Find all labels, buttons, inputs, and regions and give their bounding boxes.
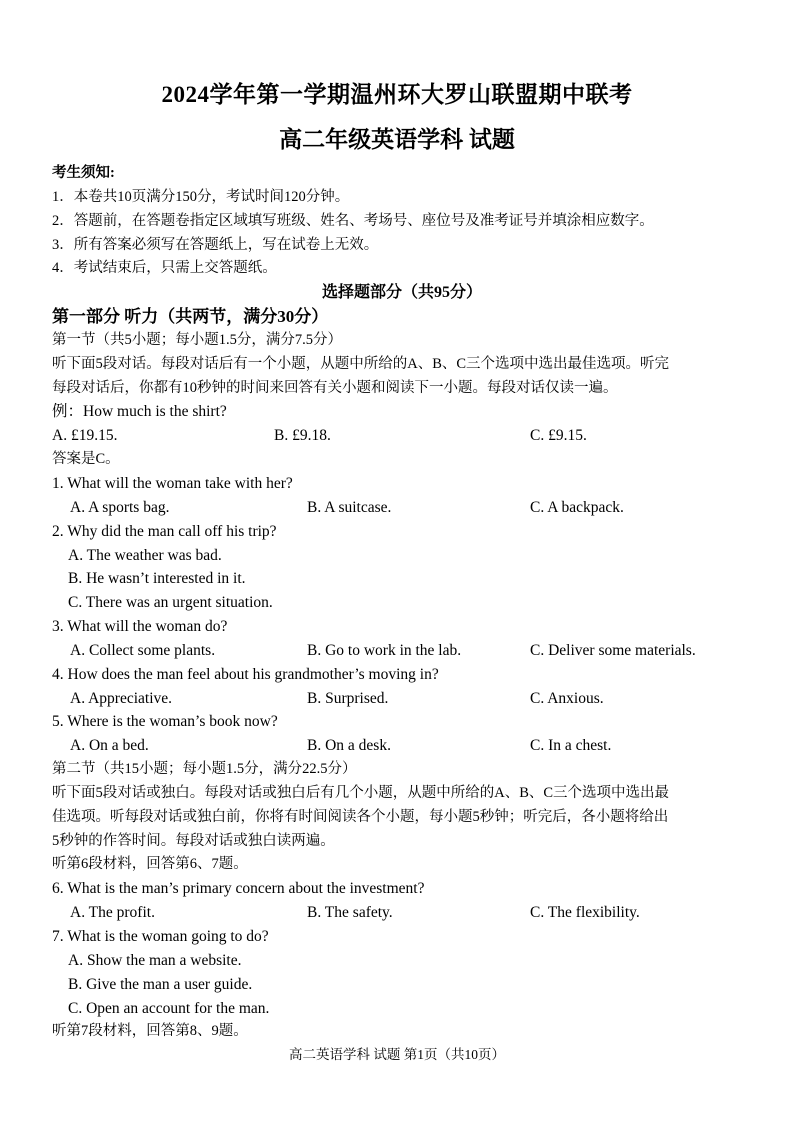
exam-subtitle: 高二年级英语学科 试题 [279,127,515,152]
notice-item: 4．考试结束后，只需上交答题纸。 [52,260,277,277]
option-c: C. The flexibility. [530,904,640,922]
option-c: C. Deliver some materials. [530,641,696,659]
question-1: 1. What will the woman take with her? [52,474,293,492]
option-b: B. £9.18. [274,427,331,445]
option-c: C. Anxious. [530,689,604,707]
option-a: A. Show the man a website. [68,951,242,969]
option-c: C. There was an urgent situation. [68,594,273,612]
sec2-instruction: 5秒钟的作答时间。每段对话或独白读两遍。 [52,832,335,849]
option-b: B. Surprised. [307,689,389,707]
example-options [52,424,752,448]
material-7-heading: 听第7段材料，回答第8、9题。 [52,1023,248,1040]
option-c: C. £9.15. [530,427,587,445]
exam-body [52,162,752,1044]
option-b: B. He wasn’t interested in it. [68,570,246,588]
sec1-title: 第一节（共5小题；每小题1.5分，满分7.5分） [52,331,342,348]
option-b: B. Go to work in the lab. [307,641,462,659]
question-3: 3. What will the woman do? [52,618,228,636]
notice-item: 3．所有答案必须写在答题纸上，写在试卷上无效。 [52,236,379,253]
question-6: 6. What is the man’s primary concern about the investment? [52,880,425,898]
question-4-options [52,687,752,711]
question-1-options [52,496,752,520]
option-b: B. On a desk. [307,737,391,755]
sec2-instruction: 听下面5段对话或独白。每段对话或独白后有几个小题，从题中所给的A、B、C三个选项中选出最 [52,784,670,801]
question-3-options [52,639,752,663]
option-b: B. Give the man a user guide. [68,975,253,993]
option-a: A. £19.15. [52,427,118,445]
option-a: A. Appreciative. [70,689,173,707]
example-question: 例：How much is the shirt? [52,403,227,421]
example-answer: 答案是C。 [52,451,120,468]
option-a: A. On a bed. [70,737,149,755]
option-a: A. A sports bag. [70,498,170,516]
question-2: 2. Why did the man call off his trip? [52,522,277,540]
sec1-instruction: 每段对话后，你都有10秒钟的时间来回答有关小题和阅读下一小题。每段对话仅读一遍。 [52,379,618,396]
option-a: A. Collect some plants. [70,641,216,659]
sec1-instruction: 听下面5段对话。每段对话后有一个小题，从题中所给的A、B、C三个选项中选出最佳选项。听完 [52,355,670,372]
part1-title: 第一部分 听力（共两节，满分30分） [52,307,329,327]
question-6-options [52,901,752,925]
sec2-instruction: 佳选项。听每段对话或独白前，你将有时间阅读各个小题，每小题5秒钟；听完后，各小题将给出 [52,808,669,825]
sec2-title: 第二节（共15小题；每小题1.5分，满分22.5分） [52,761,357,778]
question-7: 7. What is the woman going to do? [52,928,269,945]
notice-item: 1．本卷共10页满分150分，考试时间120分钟。 [52,188,350,205]
material-6-heading: 听第6段材料，回答第6、7题。 [52,856,248,873]
option-b: B. The safety. [307,904,393,922]
question-5-options [52,734,752,758]
question-5: 5. Where is the woman’s book now? [52,713,278,731]
option-a: A. The weather was bad. [68,546,222,564]
option-b: B. A suitcase. [307,498,392,516]
notice-heading: 考生须知: [52,165,115,181]
page-footer: 高二英语学科 试题 第1页（共10页） [289,1047,505,1062]
section-heading: 选择题部分（共95分） [321,284,482,302]
exam-title: 2024学年第一学期温州环大罗山联盟期中联考 [161,82,633,107]
option-c: C. Open an account for the man. [68,999,270,1017]
option-c: C. A backpack. [530,498,624,516]
option-a: A. The profit. [70,904,155,922]
option-c: C. In a chest. [530,737,612,755]
notice-item: 2．答题前，在答题卷指定区域填写班级、姓名、考场号、座位号及准考证号并填涂相应数字。 [52,212,654,229]
question-4: 4. How does the man feel about his grandmother’s moving in? [52,665,439,683]
